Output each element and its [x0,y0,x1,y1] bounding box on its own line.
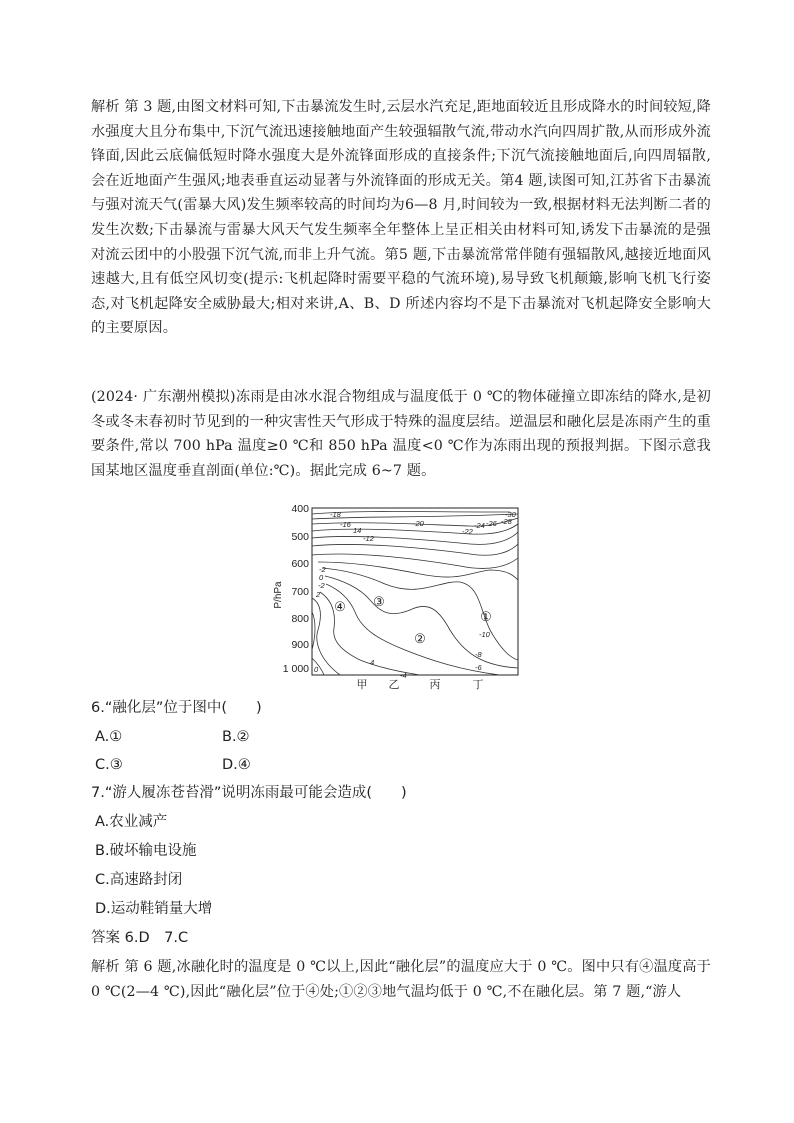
region-1-label: ① [480,609,492,624]
contour-label: -30 [505,510,516,519]
answer-line: 答案 6.D 7.C [91,930,189,946]
contour-label: -22 [462,527,473,536]
x-tick-label: 丁 [472,679,484,691]
region-4-label: ④ [334,599,346,614]
analysis-text: 第 6 题,冰融化时的温度是 0 ℃以上,因此“融化层”的温度应大于 0 ℃。图中只有④温度高于 0 ℃(2—4 ℃),因此“融化层”位于④处;①②③地气温均低于 0 ℃,不在融化层。第 7 题,“游人 [91,959,711,1000]
x-tick-label: 乙 [388,679,400,691]
contour-label: 0 [319,573,324,582]
contour-label: -28 [501,517,512,526]
y-tick-label: 800 [291,613,309,625]
contour-label: -20 [413,519,424,528]
q6-option-c[interactable]: C.③ [95,757,123,773]
isotherm-line [312,512,510,515]
y-tick-label: 1 000 [282,663,309,675]
contour-label: -24 [474,521,485,530]
y-axis-label: P/hPa [273,581,284,609]
contour-label: -18 [330,510,341,519]
contour-labels [314,510,517,680]
x-tick-label: 丙 [429,679,441,691]
isotherm-line [312,544,518,555]
analysis-paragraph-1 [91,95,711,341]
q6-option-a[interactable]: A.① [95,729,123,745]
question-6-stem: 6.“融化层”位于图中( ) [91,700,262,716]
contour-label: -2 [318,581,325,590]
contour-label: -4 [400,671,407,680]
intro-text: (2024· 广东潮州模拟)冻雨是由冰水混合物组成与温度低于 0 ℃的物体碰撞立即冻结的降水,是初冬或冬末春初时节见到的一种灾害性天气形成于特殊的温度层结。逆温层和融化层是冻雨产生的重要条件,常以 700 hPa 温度≥0 ℃和 850 hPa 温度<0 ℃作为冻雨出现的预报判据。下图示意我国某地区温度垂直剖面(单位:℃)。据此完成 6~7 题。 [91,389,711,479]
isotherm-line [312,554,518,568]
y-tick-label: 700 [291,586,309,598]
x-tick-label: 甲 [356,679,368,691]
y-tick-label: 400 [291,503,309,515]
chart-frame [312,508,518,675]
question-7-stem: 7.“游人履冻苍苔滑”说明冻雨最可能会造成( ) [91,785,407,801]
q6-option-b[interactable]: B.② [222,729,250,745]
analysis-paragraph-2 [91,955,711,1004]
intro-paragraph [91,385,711,483]
region-2-label: ② [414,631,426,646]
contour-label: 0 [314,665,319,674]
contour-label: 4 [370,658,375,667]
y-tick-label: 500 [291,531,309,543]
isotherm-line [318,562,518,580]
x-ticks [357,678,484,691]
analysis-label: 解析 [91,99,120,115]
isotherms [312,512,518,676]
contour-label: -16 [340,520,351,529]
contour-label: -10 [479,630,490,639]
contour-label: -12 [363,534,374,543]
analysis-label: 解析 [91,959,120,975]
contour-label: -2 [319,565,326,574]
q7-option-d[interactable]: D.运动鞋销量大增 [95,901,213,917]
q6-option-d[interactable]: D.④ [222,757,251,773]
temperature-section-chart [270,500,530,692]
q7-option-b[interactable]: B.破坏输电设施 [95,843,197,859]
contour-label: -8 [475,650,482,659]
y-tick-label: 900 [291,639,309,651]
q7-option-c[interactable]: C.高速路封闭 [95,872,183,888]
q7-option-a[interactable]: A.农业减产 [95,814,168,830]
isotherm-line [326,584,500,675]
region-labels [334,594,492,646]
y-tick-label: 600 [291,558,309,570]
contour-label: -26 [486,519,497,528]
contour-label: 14 [353,526,362,535]
region-3-label: ③ [373,594,385,609]
analysis-text: 第 3 题,由图文材料可知,下击暴流发生时,云层水汽充足,距地面较近且形成降水的时间较短,降水强度大且分布集中,下沉气流迅速接触地面产生较强辐散气流,带动水汽向四周扩散,从而形成外流锋面,因此云底偏低短时降水强度大是外流锋面形成的直接条件;下沉气流接触地面后,向四周辐散,会在近地面产生强风;地表垂直运动显著与外流锋面的形成无关。第4 题,读图可知,江苏省下击暴流与强对流天气(雷暴大风)发生频率较高的时间均为6—8 月,时间较为一致,根据材料无法判断二者的发生次数;下击暴流与雷暴大风天气发生频率全年整体上呈正相关由材料可知,诱发下击暴流的是强对流云团中的小股强下沉气流,而非上升气流。第5 题,下击暴流常常伴随有强辐散风,越接近地面风速越大,且有低空风切变(提示:飞机起降时需要平稳的气流环境),易导致飞机颠簸,影响飞机飞行姿态,对飞机起降安全威胁最大;相对来讲,A、B、D 所述内容均不是下击暴流对飞机起降安全影响大的主要原因。 [91,99,711,337]
y-ticks [283,503,309,675]
contour-label: -6 [475,663,482,672]
contour-label: 2 [316,590,321,599]
